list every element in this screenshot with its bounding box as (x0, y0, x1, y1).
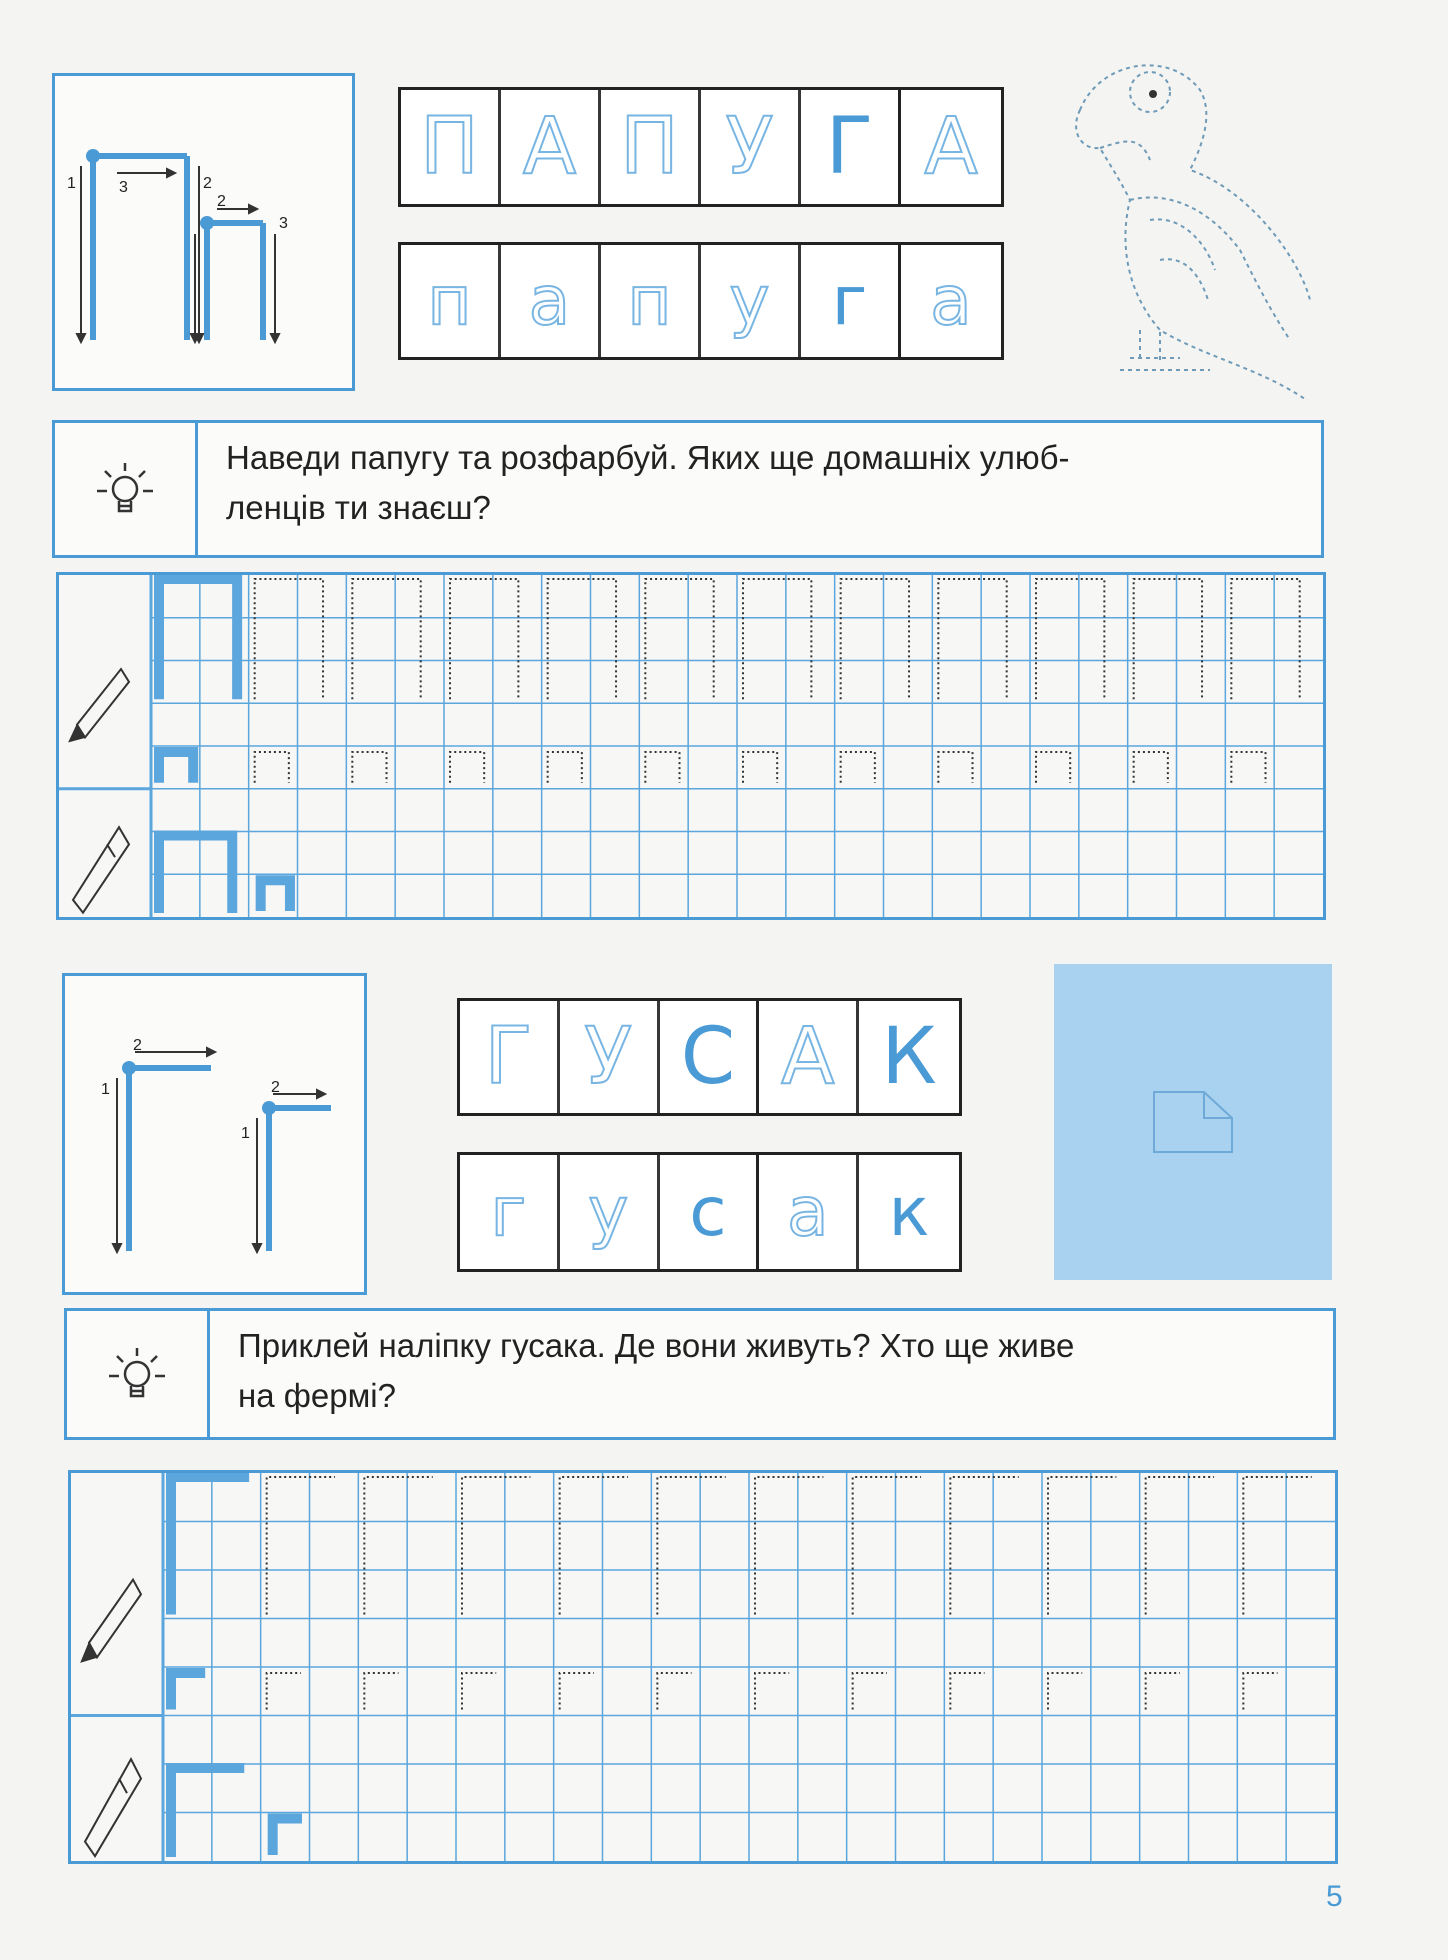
writing-grid-p-svg[interactable] (59, 575, 1323, 917)
letter-cell: п (401, 245, 501, 357)
letter-cell: а (759, 1155, 859, 1269)
trace-letter-lower (1243, 1673, 1277, 1710)
trace-letter-lower (938, 752, 972, 783)
trace-letter-lower (950, 1673, 984, 1710)
letter-cell: А (924, 102, 978, 192)
writing-grid-g-svg[interactable] (71, 1473, 1335, 1861)
letter-cell: П (601, 90, 701, 204)
letter-cell: Г (460, 1001, 560, 1113)
instruction-line: на фермі? (238, 1377, 396, 1414)
trace-letter-upper (255, 579, 323, 699)
svg-text:2: 2 (271, 1079, 280, 1096)
letter-cell: У (560, 1001, 660, 1113)
letter-cell: С (660, 1001, 760, 1113)
trace-letter-upper (645, 579, 713, 699)
instruction-text-g (210, 1311, 1102, 1437)
letter-cell: у (560, 1155, 660, 1269)
word-papuga-upper (398, 87, 1004, 207)
word-gusak-lower (457, 1152, 962, 1272)
sample-letter-lower (261, 880, 290, 911)
letter-cell: к (888, 1172, 930, 1252)
pencil-icon (69, 669, 129, 742)
trace-letter-upper (938, 579, 1006, 699)
lightbulb-icon (97, 1334, 177, 1414)
trace-letter-lower (560, 1673, 594, 1710)
trace-letter-lower (1036, 752, 1070, 783)
trace-letter-lower (364, 1673, 398, 1710)
trace-letter-upper (743, 579, 811, 699)
sample-letter-upper (159, 579, 237, 699)
letter-cell: А (501, 90, 601, 204)
sample-letter-upper (171, 1477, 249, 1615)
pencil-icon (81, 1580, 141, 1662)
trace-letter-upper (352, 579, 420, 699)
letter-g-stroke-box (62, 973, 367, 1295)
trace-letter-upper (560, 1477, 628, 1615)
trace-letter-lower (841, 752, 875, 783)
trace-letter-lower (657, 1673, 691, 1710)
writing-grid-g[interactable] (68, 1470, 1338, 1864)
sticker-placeholder[interactable] (1054, 964, 1332, 1280)
trace-letter-lower (352, 752, 386, 783)
trace-letter-lower (1231, 752, 1265, 783)
svg-text:2: 2 (133, 1037, 142, 1054)
letter-p-stroke-box (52, 73, 355, 391)
letter-p-stroke-diagram (55, 76, 352, 388)
instruction-line: Приклей наліпку гусака. Де вони живуть? Хто ще живе (238, 1327, 1075, 1364)
svg-text:1: 1 (101, 1081, 110, 1098)
sticker-page-icon (1054, 964, 1332, 1280)
trace-letter-lower (853, 1673, 887, 1710)
trace-letter-upper (950, 1477, 1018, 1615)
trace-letter-upper (1231, 579, 1299, 699)
trace-letter-upper (1134, 579, 1202, 699)
sample-letter-lower (171, 1673, 205, 1710)
trace-letter-upper (1243, 1477, 1311, 1615)
trace-letter-lower (755, 1673, 789, 1710)
parrot-outline-image[interactable] (1040, 40, 1340, 400)
instruction-box-g (64, 1308, 1336, 1440)
word-gusak-upper (457, 998, 962, 1116)
letter-cell: К (881, 1012, 937, 1102)
trace-letter-lower (462, 1673, 496, 1710)
trace-letter-upper (462, 1477, 530, 1615)
sample-letter-lower (159, 752, 193, 783)
letter-cell: г (801, 245, 901, 357)
lightbulb-icon-cell (55, 423, 198, 555)
trace-letter-upper (1146, 1477, 1214, 1615)
letter-cell: с (660, 1155, 760, 1269)
trace-letter-lower (1048, 1673, 1082, 1710)
letter-cell: а (930, 261, 972, 341)
trace-letter-upper (548, 579, 616, 699)
trace-letter-lower (255, 752, 289, 783)
svg-text:3: 3 (119, 179, 128, 196)
letter-cell: п (601, 245, 701, 357)
trace-letter-lower (450, 752, 484, 783)
trace-letter-lower (743, 752, 777, 783)
trace-letter-lower (1134, 752, 1168, 783)
letter-cell: У (701, 90, 801, 204)
svg-text:3: 3 (279, 215, 288, 232)
trace-letter-upper (841, 579, 909, 699)
trace-letter-lower (645, 752, 679, 783)
trace-letter-upper (1036, 579, 1104, 699)
trace-letter-upper (1048, 1477, 1116, 1615)
trace-letter-upper (364, 1477, 432, 1615)
stroke-num: 1 (67, 175, 76, 192)
trace-letter-upper (267, 1477, 335, 1615)
lightbulb-icon (85, 449, 165, 529)
svg-text:1: 1 (241, 1125, 250, 1142)
writing-grid-p[interactable] (56, 572, 1326, 920)
sample-letter-lower (273, 1819, 302, 1856)
pen-icon (73, 827, 129, 913)
instruction-text-p (198, 423, 1097, 555)
letter-cell: А (759, 1001, 859, 1113)
letter-cell: г (460, 1155, 560, 1269)
pen-icon (85, 1759, 141, 1856)
lightbulb-icon-cell (67, 1311, 210, 1437)
instruction-line: ленців ти знаєш? (226, 489, 491, 526)
instruction-line: Наведи папугу та розфарбуй. Яких ще домашніх улюб- (226, 439, 1070, 476)
trace-letter-lower (1146, 1673, 1180, 1710)
trace-letter-lower (267, 1673, 301, 1710)
svg-text:2: 2 (217, 193, 226, 210)
letter-g-stroke-diagram (65, 976, 364, 1292)
letter-cell: Г (801, 90, 901, 204)
trace-letter-upper (450, 579, 518, 699)
svg-text:2: 2 (203, 175, 212, 192)
trace-letter-upper (755, 1477, 823, 1615)
letter-cell: а (501, 245, 601, 357)
word-papuga-lower (398, 242, 1004, 360)
instruction-box-p (52, 420, 1324, 558)
trace-letter-upper (853, 1477, 921, 1615)
trace-letter-lower (548, 752, 582, 783)
letter-cell: П (401, 90, 501, 204)
letter-cell: у (701, 245, 801, 357)
page-number: 5 (1326, 1880, 1343, 1913)
trace-letter-upper (657, 1477, 725, 1615)
